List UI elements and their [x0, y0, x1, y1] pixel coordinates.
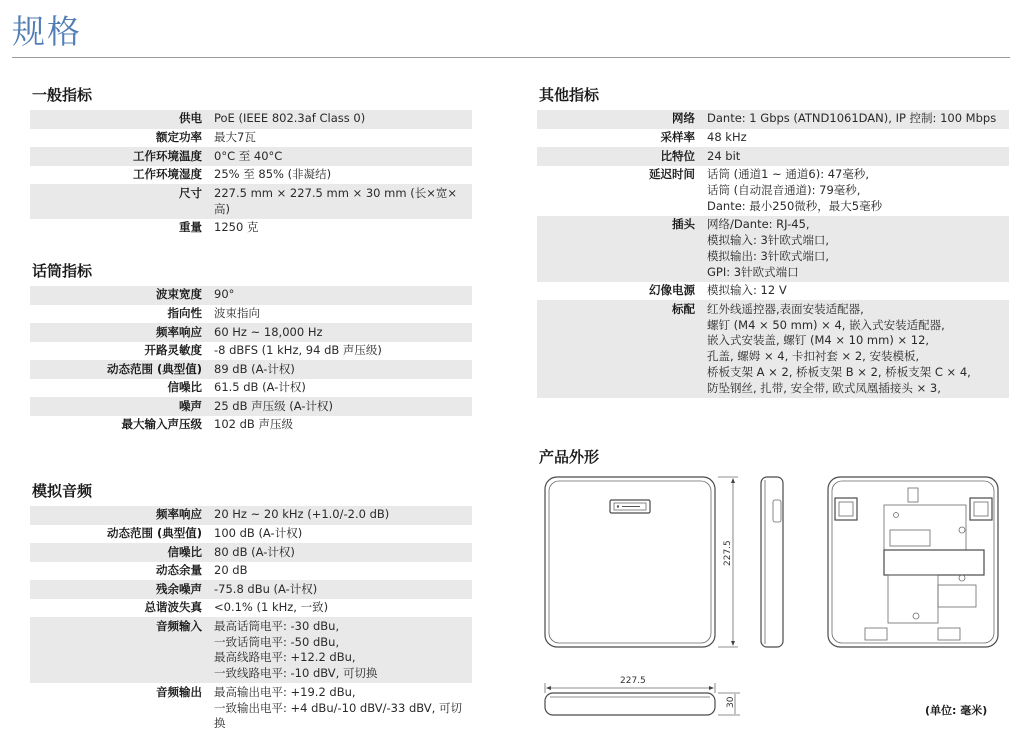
section-title-general: 一般指标 — [32, 86, 93, 104]
spec-value: -75.8 dBu (A-计权) — [214, 581, 318, 596]
spec-value: PoE (IEEE 802.3af Class 0) — [214, 111, 366, 126]
spec-row — [30, 323, 472, 342]
spec-row — [537, 282, 1009, 301]
spec-label: 网络 — [672, 111, 695, 126]
section-title-mic: 话筒指标 — [32, 262, 93, 280]
spec-label: 比特位 — [660, 148, 695, 163]
spec-label: 工作环境温度 — [133, 148, 202, 163]
top-view-drawing — [545, 676, 740, 715]
section-title-analog: 模拟音频 — [32, 482, 93, 500]
spec-row — [537, 216, 1009, 282]
spec-value: 波束指向 — [214, 305, 260, 320]
spec-value: 最高话筒电平: -30 dBu, 一致话筒电平: -50 dBu, 最高线路电平: +12.2 dBu, 一致线路电平: -10 dBV, 可切换 — [214, 618, 378, 681]
spec-row — [537, 166, 1009, 216]
spec-label: 音频输出 — [156, 684, 202, 699]
spec-row — [30, 617, 472, 683]
dim-depth-label: 30 — [726, 696, 736, 708]
dim-width-label: 227.5 — [620, 676, 646, 686]
spec-value: 话筒 (通道1 ~ 通道6): 47毫秒, 话筒 (自动混音通道): 79毫秒, Dante: 最小250微秒，最大5毫秒 — [707, 167, 883, 213]
spec-row — [30, 397, 472, 416]
general-specs-section — [30, 84, 472, 237]
spec-value: 1250 克 — [214, 220, 259, 235]
spec-value: 最高输出电平: +19.2 dBu, 一致输出电平: +4 dBu/-10 dBV/-33 dBV, 可切换 — [214, 684, 462, 731]
spec-label: 开路灵敏度 — [144, 343, 202, 358]
analog-audio-section — [30, 480, 472, 734]
spec-value: 102 dB 声压级 — [214, 417, 293, 432]
section-title-product: 产品外形 — [539, 448, 600, 466]
spec-row — [30, 219, 472, 238]
dim-height-label: 227.5 — [723, 540, 733, 566]
spec-value: 89 dB (A-计权) — [214, 361, 295, 376]
spec-value: 90° — [214, 287, 235, 302]
side-view-drawing — [761, 477, 783, 647]
spec-label: 尺寸 — [179, 185, 202, 200]
spec-value: 25 dB 声压级 (A-计权) — [214, 398, 334, 413]
spec-value: 60 Hz ~ 18,000 Hz — [214, 324, 323, 339]
spec-label: 噪声 — [179, 398, 202, 413]
spec-label: 插头 — [672, 217, 695, 232]
spec-row — [30, 129, 472, 148]
spec-value: 25% 至 85% (非凝结) — [214, 167, 332, 182]
spec-value: 0°C 至 40°C — [214, 148, 283, 163]
spec-value: 网络/Dante: RJ-45, 模拟输入: 3针欧式端口, 模拟输出: 3针欧式端口, GPI: 3针欧式端口 — [707, 217, 830, 279]
spec-value: 最大7瓦 — [214, 129, 256, 144]
other-specs-section — [537, 84, 1009, 398]
spec-value: 227.5 mm × 227.5 mm × 30 mm (长×宽×高) — [214, 185, 457, 216]
product-outline-section — [537, 446, 737, 472]
page-title: 规格 — [12, 12, 82, 51]
spec-label: 频率响应 — [156, 324, 202, 339]
spec-row — [30, 184, 472, 218]
spec-label: 最大输入声压级 — [121, 417, 202, 432]
section-title-other: 其他指标 — [539, 86, 600, 104]
spec-label: 信噪比 — [167, 544, 202, 559]
spec-label: 指向性 — [167, 305, 202, 320]
spec-row — [30, 599, 472, 618]
spec-value: 48 kHz — [707, 129, 747, 144]
spec-label: 延迟时间 — [649, 167, 695, 182]
spec-value: 20 Hz ~ 20 kHz (+1.0/-2.0 dB) — [214, 507, 390, 522]
spec-value: -8 dBFS (1 kHz, 94 dB 声压级) — [214, 343, 382, 358]
spec-value: 模拟输入: 12 V — [707, 283, 787, 298]
spec-label: 频率响应 — [156, 507, 202, 522]
spec-label: 音频输入 — [156, 618, 202, 633]
spec-label: 动态余量 — [156, 563, 202, 578]
spec-label: 重量 — [179, 220, 202, 235]
spec-value: 61.5 dB (A-计权) — [214, 380, 306, 395]
spec-row — [30, 305, 472, 324]
spec-row — [537, 129, 1009, 148]
mic-specs-section — [30, 260, 472, 435]
spec-label: 波束宽度 — [156, 287, 202, 302]
mic-spec-rows — [30, 286, 472, 435]
analog-spec-rows — [30, 506, 472, 734]
spec-label: 动态范围 (典型值) — [106, 525, 202, 540]
spec-row — [30, 543, 472, 562]
spec-value: Dante: 1 Gbps (ATND1061DAN), IP 控制: 100 Mbps — [707, 111, 997, 126]
spec-row — [30, 286, 472, 305]
spec-label: 残余噪声 — [156, 581, 202, 596]
spec-label: 采样率 — [660, 129, 695, 144]
spec-row — [30, 525, 472, 544]
spec-label: 标配 — [672, 301, 695, 316]
spec-label: 工作环境湿度 — [133, 167, 202, 182]
spec-label: 额定功率 — [156, 129, 202, 144]
spec-row — [30, 147, 472, 166]
spec-value: <0.1% (1 kHz, 一致) — [214, 600, 329, 615]
spec-row — [537, 300, 1009, 398]
spec-label: 供电 — [179, 111, 202, 126]
spec-row — [537, 110, 1009, 129]
spec-label: 总谐波失真 — [144, 600, 202, 615]
spec-row — [30, 360, 472, 379]
spec-row — [30, 562, 472, 581]
general-spec-rows — [30, 110, 472, 237]
spec-row — [30, 683, 472, 733]
spec-value: 24 bit — [707, 148, 741, 163]
spec-row — [30, 506, 472, 525]
spec-label: 动态范围 (典型值) — [106, 361, 202, 376]
spec-label: 信噪比 — [167, 380, 202, 395]
spec-value: 80 dB (A-计权) — [214, 544, 295, 559]
spec-value: 红外线遥控器,表面安装适配器, 螺钉 (M4 × 50 mm) × 4, 嵌入式安装适配器, 嵌入式安装盖, 螺钉 (M4 × 10 mm) × 12, 孔盖, 螺姆 × 4, 卡扣衬套 × 2, 安装模板, 桥板支架 A × 2, 桥板支架 B × 2, 桥板支架 C × 4, 防坠钢丝, 扎带, 安全带, 欧式凤凰插接头 × 3, — [707, 301, 971, 395]
spec-row — [30, 416, 472, 435]
spec-row — [30, 342, 472, 361]
spec-row — [30, 166, 472, 185]
spec-row — [30, 379, 472, 398]
title-divider — [12, 57, 1010, 58]
front-view-drawing — [545, 477, 738, 647]
spec-row — [30, 580, 472, 599]
spec-row — [537, 147, 1009, 166]
rear-view-drawing — [828, 477, 998, 647]
unit-note: (单位: 毫米) — [925, 704, 988, 717]
spec-row — [30, 110, 472, 129]
spec-value: 100 dB (A-计权) — [214, 525, 303, 540]
spec-value: 20 dB — [214, 563, 248, 578]
other-spec-rows — [537, 110, 1009, 398]
spec-label: 幻像电源 — [649, 283, 695, 298]
